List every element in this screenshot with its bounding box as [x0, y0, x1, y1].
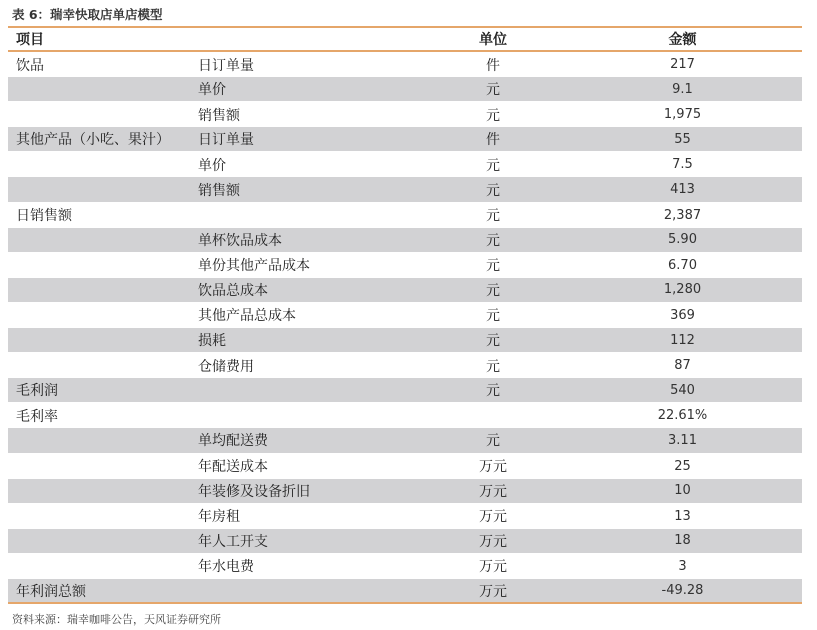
row-subitem: 年水电费 [198, 559, 254, 576]
row-subitem: 损耗 [198, 333, 226, 350]
row-unit: 元 [486, 208, 500, 225]
row-category: 毛利率 [16, 408, 58, 425]
row-subitem: 单杯饮品成本 [198, 232, 282, 249]
table-row [8, 479, 802, 504]
row-subitem: 日订单量 [198, 132, 254, 149]
row-value: 217 [670, 57, 695, 73]
table-title: 表 6：瑞幸快取店单店模型 [12, 7, 163, 22]
row-unit: 万元 [479, 559, 507, 576]
row-unit: 万元 [479, 583, 507, 600]
row-unit: 元 [486, 82, 500, 99]
row-subitem: 单价 [198, 82, 226, 99]
row-value: 2,387 [663, 207, 702, 223]
row-unit: 万元 [479, 483, 507, 500]
row-category: 其他产品（小吃、果汁） [16, 132, 170, 149]
row-value: 369 [670, 307, 695, 323]
header-unit: 单位 [479, 32, 507, 48]
table-row [8, 428, 802, 453]
row-unit: 万元 [479, 459, 507, 476]
data-table [8, 26, 802, 604]
row-subitem: 其他产品总成本 [198, 308, 296, 325]
row-category: 毛利润 [16, 383, 58, 400]
row-subitem: 年装修及设备折旧 [198, 483, 310, 500]
table-row [8, 378, 802, 403]
table-row [8, 177, 802, 202]
table-row [8, 403, 802, 428]
row-subitem: 日订单量 [198, 57, 254, 74]
table-row [8, 328, 802, 353]
row-unit: 元 [486, 107, 500, 124]
row-subitem: 年人工开支 [198, 533, 268, 550]
row-category: 日销售额 [16, 208, 72, 225]
row-unit: 万元 [479, 533, 507, 550]
source-note: 资料来源：瑞幸咖啡公告，天风证券研究所 [12, 613, 221, 626]
row-value: 25 [674, 458, 691, 474]
row-unit: 元 [486, 157, 500, 174]
row-value: 3.11 [668, 432, 697, 448]
row-value: -49.28 [661, 583, 704, 599]
table-header [8, 26, 802, 52]
header-amount: 金额 [668, 32, 697, 48]
row-unit: 元 [486, 282, 500, 299]
row-value: 112 [670, 332, 695, 348]
row-value: 7.5 [672, 157, 693, 173]
row-category: 饮品 [16, 57, 44, 74]
row-unit: 元 [486, 383, 500, 400]
row-value: 3 [678, 558, 687, 574]
row-value: 87 [674, 358, 691, 374]
row-subitem: 销售额 [198, 107, 240, 124]
table-row [8, 504, 802, 529]
table-row [8, 77, 802, 102]
row-unit: 元 [486, 258, 500, 275]
row-value: 55 [674, 131, 691, 147]
table-row [8, 127, 802, 152]
table-row [8, 278, 802, 303]
row-unit: 万元 [479, 509, 507, 526]
table-row [8, 253, 802, 278]
row-value: 1,280 [663, 282, 702, 298]
table-row [8, 52, 802, 77]
row-unit: 元 [486, 433, 500, 450]
row-subitem: 饮品总成本 [198, 282, 268, 299]
row-subitem: 销售额 [198, 182, 240, 199]
table-row [8, 102, 802, 127]
row-value: 22.61% [657, 408, 708, 424]
row-subitem: 单份其他产品成本 [198, 258, 310, 275]
table-row [8, 303, 802, 328]
table-row [8, 203, 802, 228]
table-row [8, 554, 802, 579]
row-category: 年利润总额 [16, 583, 86, 600]
row-value: 5.90 [668, 232, 697, 248]
row-value: 10 [674, 483, 691, 499]
row-value: 413 [670, 182, 695, 198]
row-value: 540 [670, 382, 695, 398]
table-row [8, 529, 802, 554]
table-row [8, 228, 802, 253]
row-value: 18 [674, 533, 691, 549]
row-subitem: 年配送成本 [198, 459, 268, 476]
table-row [8, 353, 802, 378]
table-body [8, 52, 802, 604]
row-subitem: 仓储费用 [198, 358, 254, 375]
row-unit: 元 [486, 232, 500, 249]
row-value: 13 [674, 508, 691, 524]
row-value: 9.1 [672, 81, 693, 97]
row-subitem: 年房租 [198, 509, 240, 526]
row-unit: 元 [486, 182, 500, 199]
row-subitem: 单均配送费 [198, 433, 268, 450]
row-subitem: 单价 [198, 157, 226, 174]
table-row [8, 579, 802, 604]
table-row [8, 152, 802, 177]
table-row [8, 454, 802, 479]
row-unit: 元 [486, 333, 500, 350]
row-unit: 件 [486, 57, 500, 74]
header-item: 项目 [16, 32, 44, 48]
row-unit: 元 [486, 358, 500, 375]
row-unit: 元 [486, 308, 500, 325]
row-value: 6.70 [668, 257, 697, 273]
row-unit: 件 [486, 132, 500, 149]
row-value: 1,975 [663, 107, 702, 123]
